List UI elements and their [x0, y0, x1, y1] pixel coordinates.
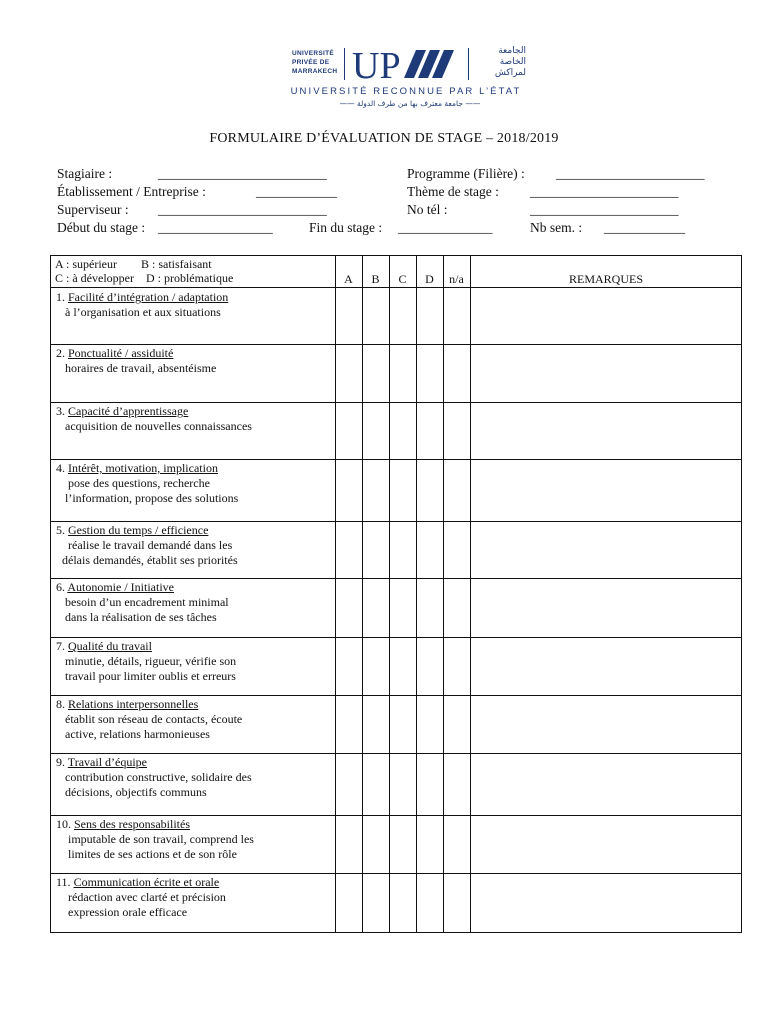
criterion-desc: à l’organisation et aux situations [56, 305, 221, 319]
superviseur-field[interactable]: _________________________ [158, 202, 327, 217]
criterion-title: Relations interpersonnelles [68, 697, 199, 711]
criterion-number: 6. [56, 580, 65, 594]
criterion-row [56, 404, 252, 434]
logo-brand: UP [352, 45, 401, 84]
criterion-desc: décisions, objectifs communs [56, 785, 207, 799]
logo-divider [468, 48, 469, 80]
criterion-desc: établit son réseau de contacts, écoute [56, 712, 243, 726]
criterion-row [56, 817, 254, 862]
logo-tagline: UNIVERSITÉ RECONNUE PAR L’ÉTAT [290, 86, 522, 97]
criterion-desc: l’information, propose des solutions [56, 491, 239, 505]
up-logo-icon [352, 44, 462, 84]
criterion-title: Autonomie / Initiative [67, 580, 174, 594]
stagiaire-label: Stagiaire : [57, 166, 113, 181]
criterion-desc: active, relations harmonieuses [56, 727, 210, 741]
debut-field[interactable]: _________________ [158, 220, 273, 235]
evaluation-table [50, 255, 742, 933]
legend-line: A : supérieur B : satisfaisant [55, 257, 212, 271]
criterion-row [56, 580, 229, 625]
criterion-row [56, 875, 226, 920]
page-title: FORMULAIRE D’ÉVALUATION DE STAGE – 2018/2019 [209, 131, 559, 146]
debut-label: Début du stage : [57, 220, 146, 235]
col-header-a: A [344, 272, 353, 286]
criterion-title: Intérêt, motivation, implication [68, 461, 218, 475]
theme-field[interactable]: ______________________ [530, 184, 679, 199]
criterion-desc: dans la réalisation de ses tâches [56, 610, 217, 624]
logo-arabic [476, 46, 526, 79]
logo-arabic-line: الجامعة [498, 46, 526, 56]
criterion-title: Gestion du temps / efficience [68, 523, 209, 537]
criterion-number: 3. [56, 404, 65, 418]
col-header-c: C [398, 272, 407, 286]
theme-label: Thème de stage : [407, 184, 499, 199]
col-header-remarques: REMARQUES [568, 272, 643, 286]
criterion-desc: horaires de travail, absentéisme [56, 361, 217, 375]
criterion-row [56, 523, 238, 568]
criterion-number: 4. [56, 461, 65, 475]
logo-line: UNIVERSITÉ [292, 50, 335, 57]
criterion-row [56, 755, 252, 800]
criterion-number: 10. [56, 817, 71, 831]
criterion-number: 2. [56, 346, 65, 360]
programme-field[interactable]: ______________________ [556, 166, 705, 181]
criterion-desc: contribution constructive, solidaire des [56, 770, 252, 784]
criterion-desc: réalise le travail demandé dans les [56, 538, 233, 552]
criterion-title: Ponctualité / assiduité [68, 346, 174, 360]
criterion-number: 11. [56, 875, 71, 889]
logo-arabic-line: لمراكش [494, 68, 526, 78]
etablissement-label: Établissement / Entreprise : [57, 184, 206, 199]
criterion-desc: pose des questions, recherche [56, 476, 210, 490]
programme-label: Programme (Filière) : [407, 166, 525, 181]
criterion-number: 8. [56, 697, 65, 711]
university-logo-text [292, 49, 342, 76]
superviseur-label: Superviseur : [57, 202, 129, 217]
criterion-row [56, 697, 242, 742]
criterion-title: Communication écrite et orale [73, 875, 220, 889]
fin-label: Fin du stage : [309, 220, 383, 235]
legend-line: C : à développer D : problématique [55, 271, 234, 285]
fin-field[interactable]: ______________ [398, 220, 493, 235]
criterion-desc: acquisition de nouvelles connaissances [56, 419, 252, 433]
criterion-row [56, 639, 236, 684]
criterion-desc: imputable de son travail, comprend les [56, 832, 254, 846]
criterion-number: 9. [56, 755, 65, 769]
criterion-title: Facilité d’intégration / adaptation [68, 290, 229, 304]
criterion-number: 7. [56, 639, 65, 653]
logo-line: MARRAKECH [292, 68, 338, 75]
tel-label: No tél : [407, 202, 448, 217]
criterion-row [56, 461, 238, 506]
criterion-row [56, 346, 216, 376]
col-header-d: D [425, 272, 434, 286]
nbsem-field[interactable]: ____________ [604, 220, 685, 235]
col-header-na: n/a [449, 272, 464, 286]
nbsem-label: Nb sem. : [530, 220, 583, 235]
criterion-number: 5. [56, 523, 65, 537]
logo-tagline-arabic: —— جامعة معترف بها من طرف الدولة —— [339, 99, 481, 108]
criterion-number: 1. [56, 290, 65, 304]
criterion-desc: délais demandés, établit ses priorités [56, 553, 238, 567]
logo-arabic-line: الخاصة [499, 57, 526, 67]
logo-divider [344, 48, 345, 80]
criterion-title: Capacité d’apprentissage [68, 404, 189, 418]
etablissement-field[interactable]: ____________ [256, 184, 337, 199]
stagiaire-field[interactable]: _________________________ [158, 166, 327, 181]
criterion-desc: besoin d’un encadrement minimal [56, 595, 229, 609]
criterion-title: Travail d’équipe [67, 755, 148, 769]
rating-legend [55, 257, 233, 285]
col-header-b: B [371, 272, 380, 286]
criterion-row [56, 290, 228, 320]
criterion-desc: minutie, détails, rigueur, vérifie son [56, 654, 237, 668]
criterion-title: Qualité du travail [68, 639, 152, 653]
criterion-title: Sens des responsabilités [74, 817, 190, 831]
logo-line: PRIVÉE DE [292, 59, 330, 66]
tel-field[interactable]: ______________________ [530, 202, 679, 217]
criterion-desc: rédaction avec clarté et précision [56, 890, 226, 904]
criterion-desc: travail pour limiter oublis et erreurs [56, 669, 236, 683]
criterion-desc: expression orale efficace [56, 905, 188, 919]
criterion-desc: limites de ses actions et de son rôle [56, 847, 237, 861]
